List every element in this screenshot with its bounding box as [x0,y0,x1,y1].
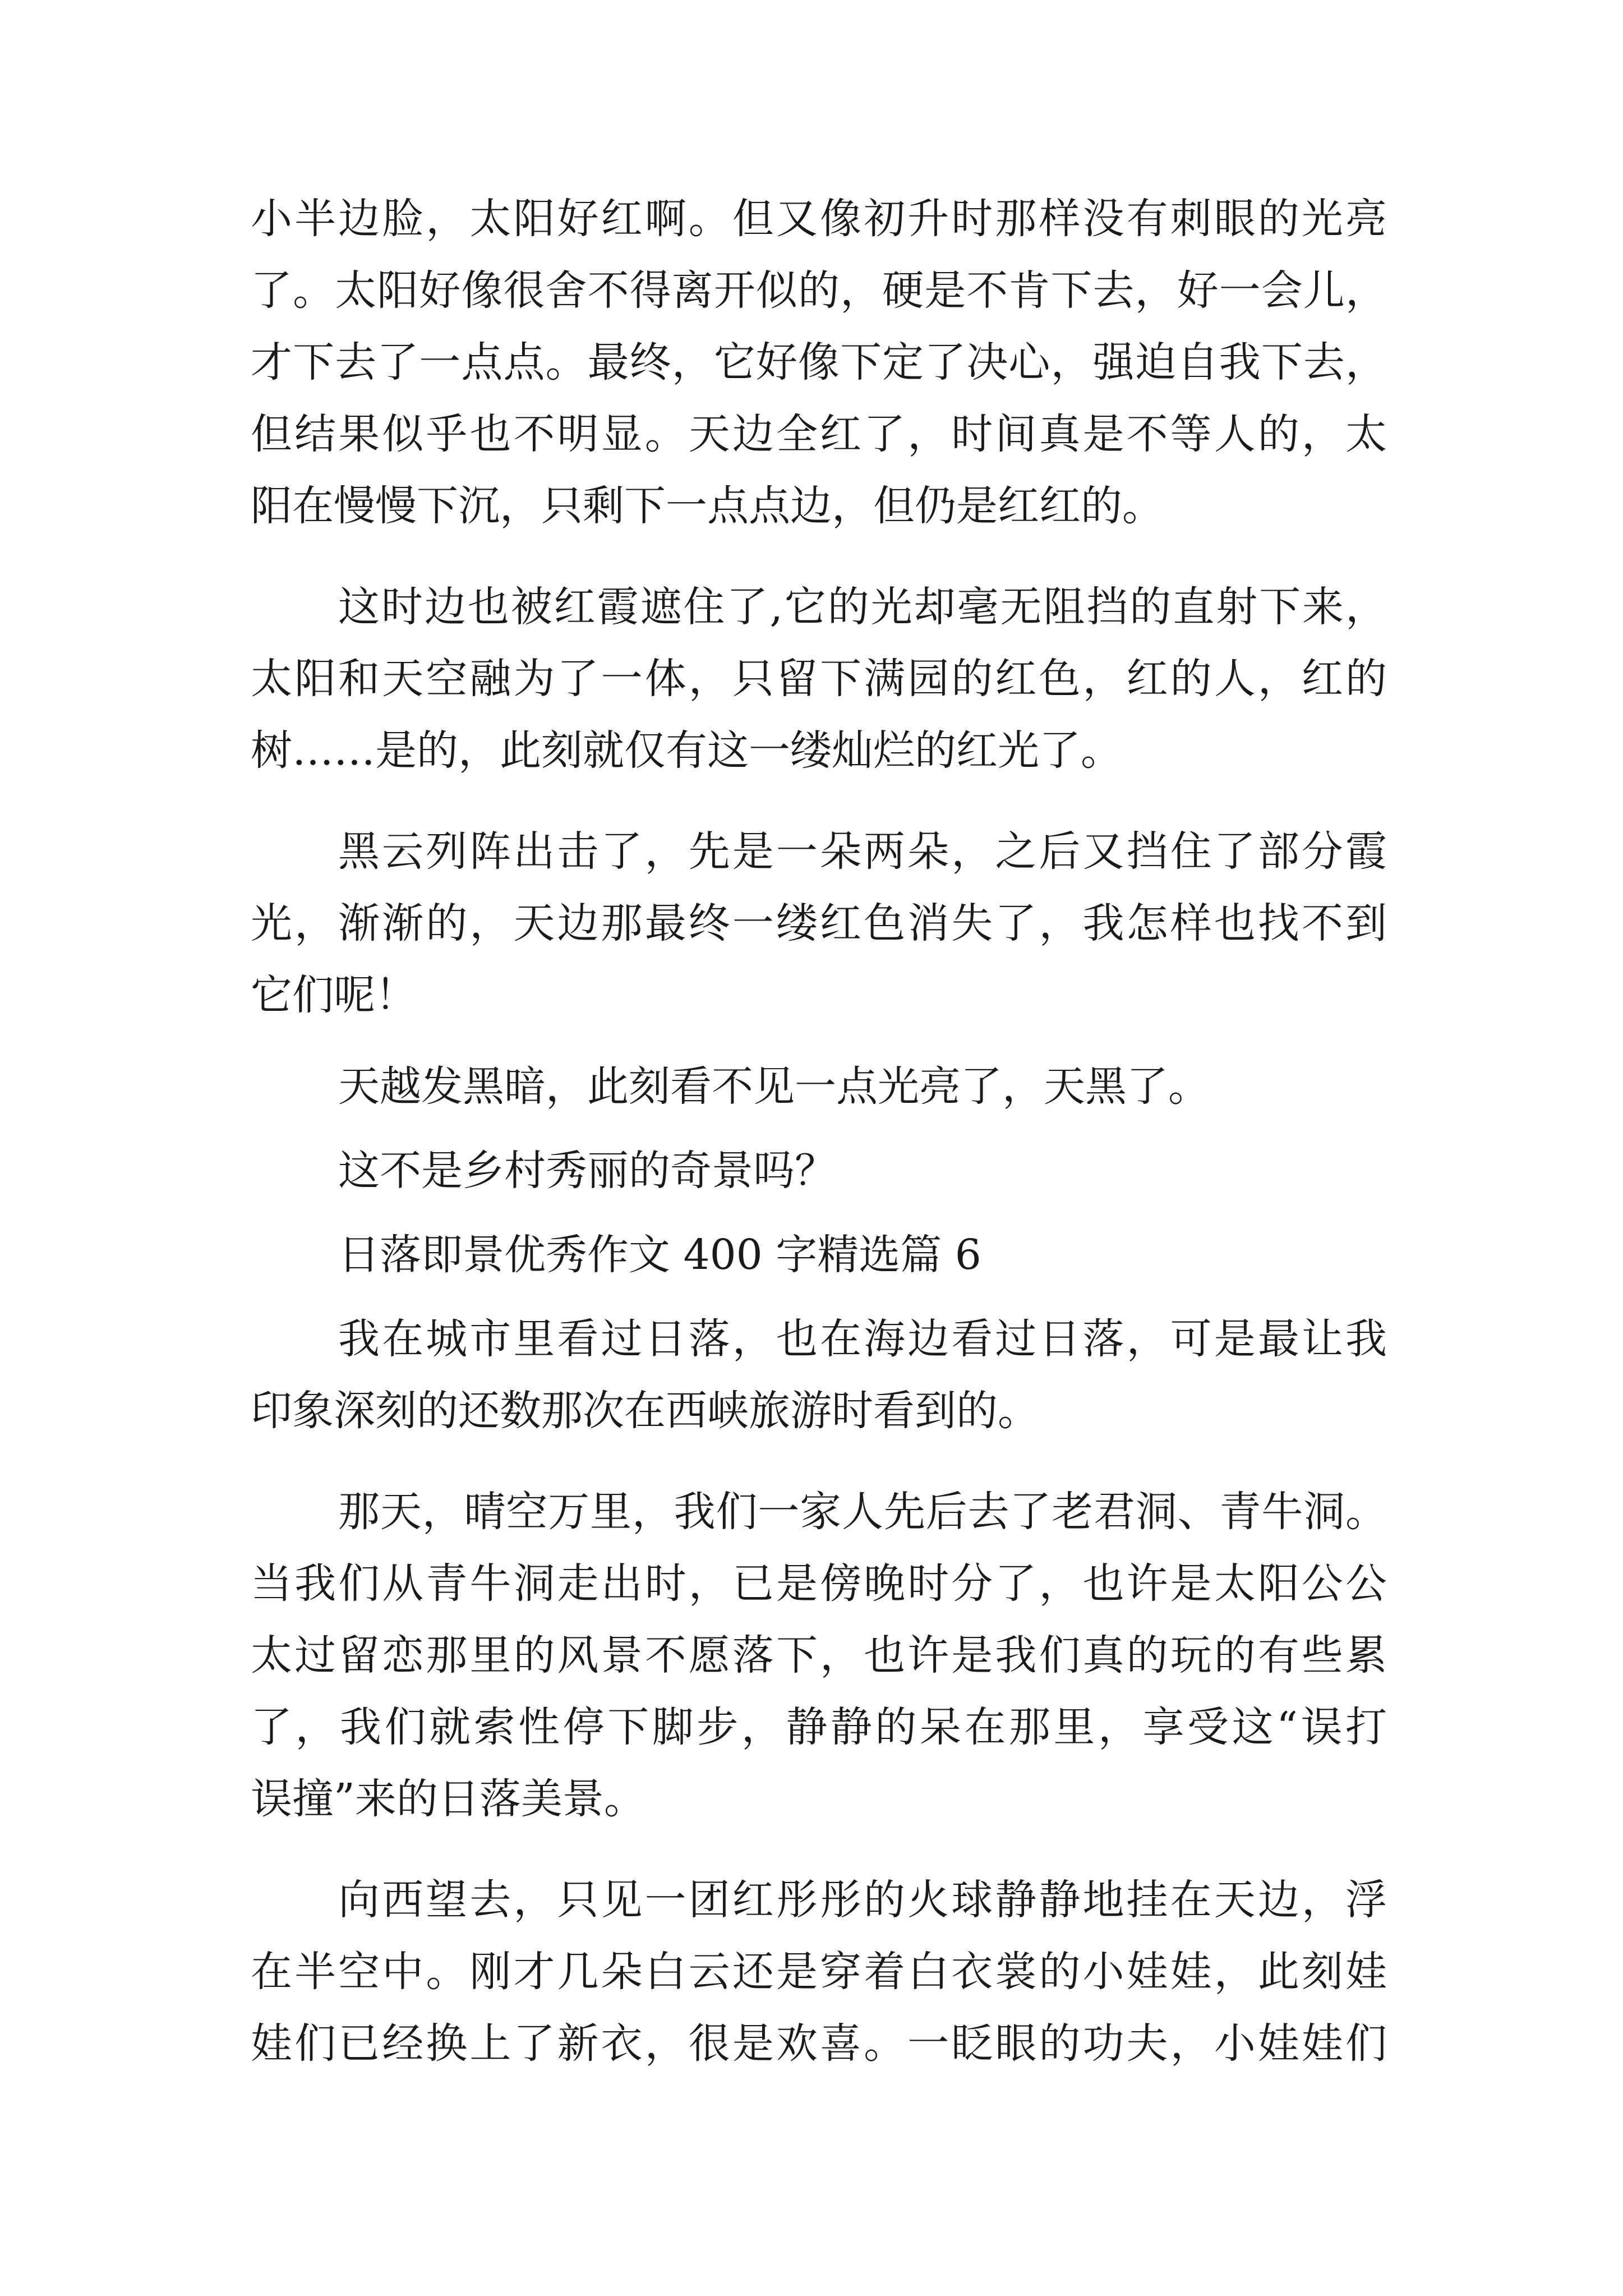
text-line: 树……是的，此刻就仅有这一缕灿烂的红光了。 [251,726,1122,775]
text-line: 光，渐渐的，天边那最终一缕红色消失了，我怎样也找不到 [251,899,1387,947]
text-line: 那天，晴空万里，我们一家人先后去了老君洞、青牛洞。 [338,1488,1387,1536]
paragraph [251,1303,1387,1447]
text-line: 但结果似乎也不明显。天边全红了，时间真是不等人的，太 [251,410,1387,458]
text-line: 了，我们就索性停下脚步，静静的呆在那里，享受这“误打 [251,1703,1387,1751]
text-line: 印象深刻的还数那次在西峡旅游时看到的。 [251,1387,1039,1435]
text-line: 黑云列阵出击了，先是一朵两朵，之后又挡住了部分霞 [338,827,1387,876]
section-heading [251,1219,1387,1291]
text-line: 向西望去，只见一团红彤彤的火球静静地挂在天边，浮 [338,1876,1387,1924]
text-line: 它们呢！ [251,971,417,1019]
text-line: 才下去了一点点。最终，它好像下定了决心，强迫自我下去， [251,338,1387,386]
text-line: 在半空中。刚才几朵白云还是穿着白衣裳的小娃娃，此刻娃 [251,1948,1387,1996]
paragraph [251,1135,1387,1207]
paragraph [251,1051,1387,1122]
text-line: 太过留恋那里的风景不愿落下，也许是我们真的玩的有些累 [251,1631,1387,1680]
document-body [251,183,1387,2079]
text-line: 娃们已经换上了新衣，很是欢喜。一眨眼的功夫，小娃娃们 [251,2019,1387,2068]
text-line: 天越发黑暗，此刻看不见一点光亮了，天黑了。 [338,1062,1210,1111]
text-line: 小半边脸，太阳好红啊。但又像初升时那样没有刺眼的光亮 [251,195,1387,243]
text-line: 我在城市里看过日落，也在海边看过日落，可是最让我 [338,1315,1387,1363]
text-line: 这不是乡村秀丽的奇景吗？ [338,1147,836,1195]
text-line: 误撞”来的日落美景。 [251,1775,645,1823]
text-line: 太阳和天空融为了一体，只留下满园的红色，红的人，红的 [251,655,1387,703]
paragraph [251,816,1387,1031]
text-line: 当我们从青牛洞走出时，已是傍晚时分了，也许是太阳公公 [251,1559,1387,1608]
text-line: 阳在慢慢下沉，只剩下一点点边，但仍是红红的。 [251,482,1164,530]
paragraph [251,1476,1387,1835]
paragraph [251,571,1387,786]
text-line: 了。太阳好像很舍不得离开似的，硬是不肯下去，好一会儿， [251,266,1387,315]
section-heading-text: 日落即景优秀作文 400 字精选篇 6 [338,1231,981,1279]
text-line: 这时边也被红霞遮住了,它的光却毫无阻挡的直射下来， [338,583,1387,631]
paragraph [251,1864,1387,2079]
paragraph [251,183,1387,542]
